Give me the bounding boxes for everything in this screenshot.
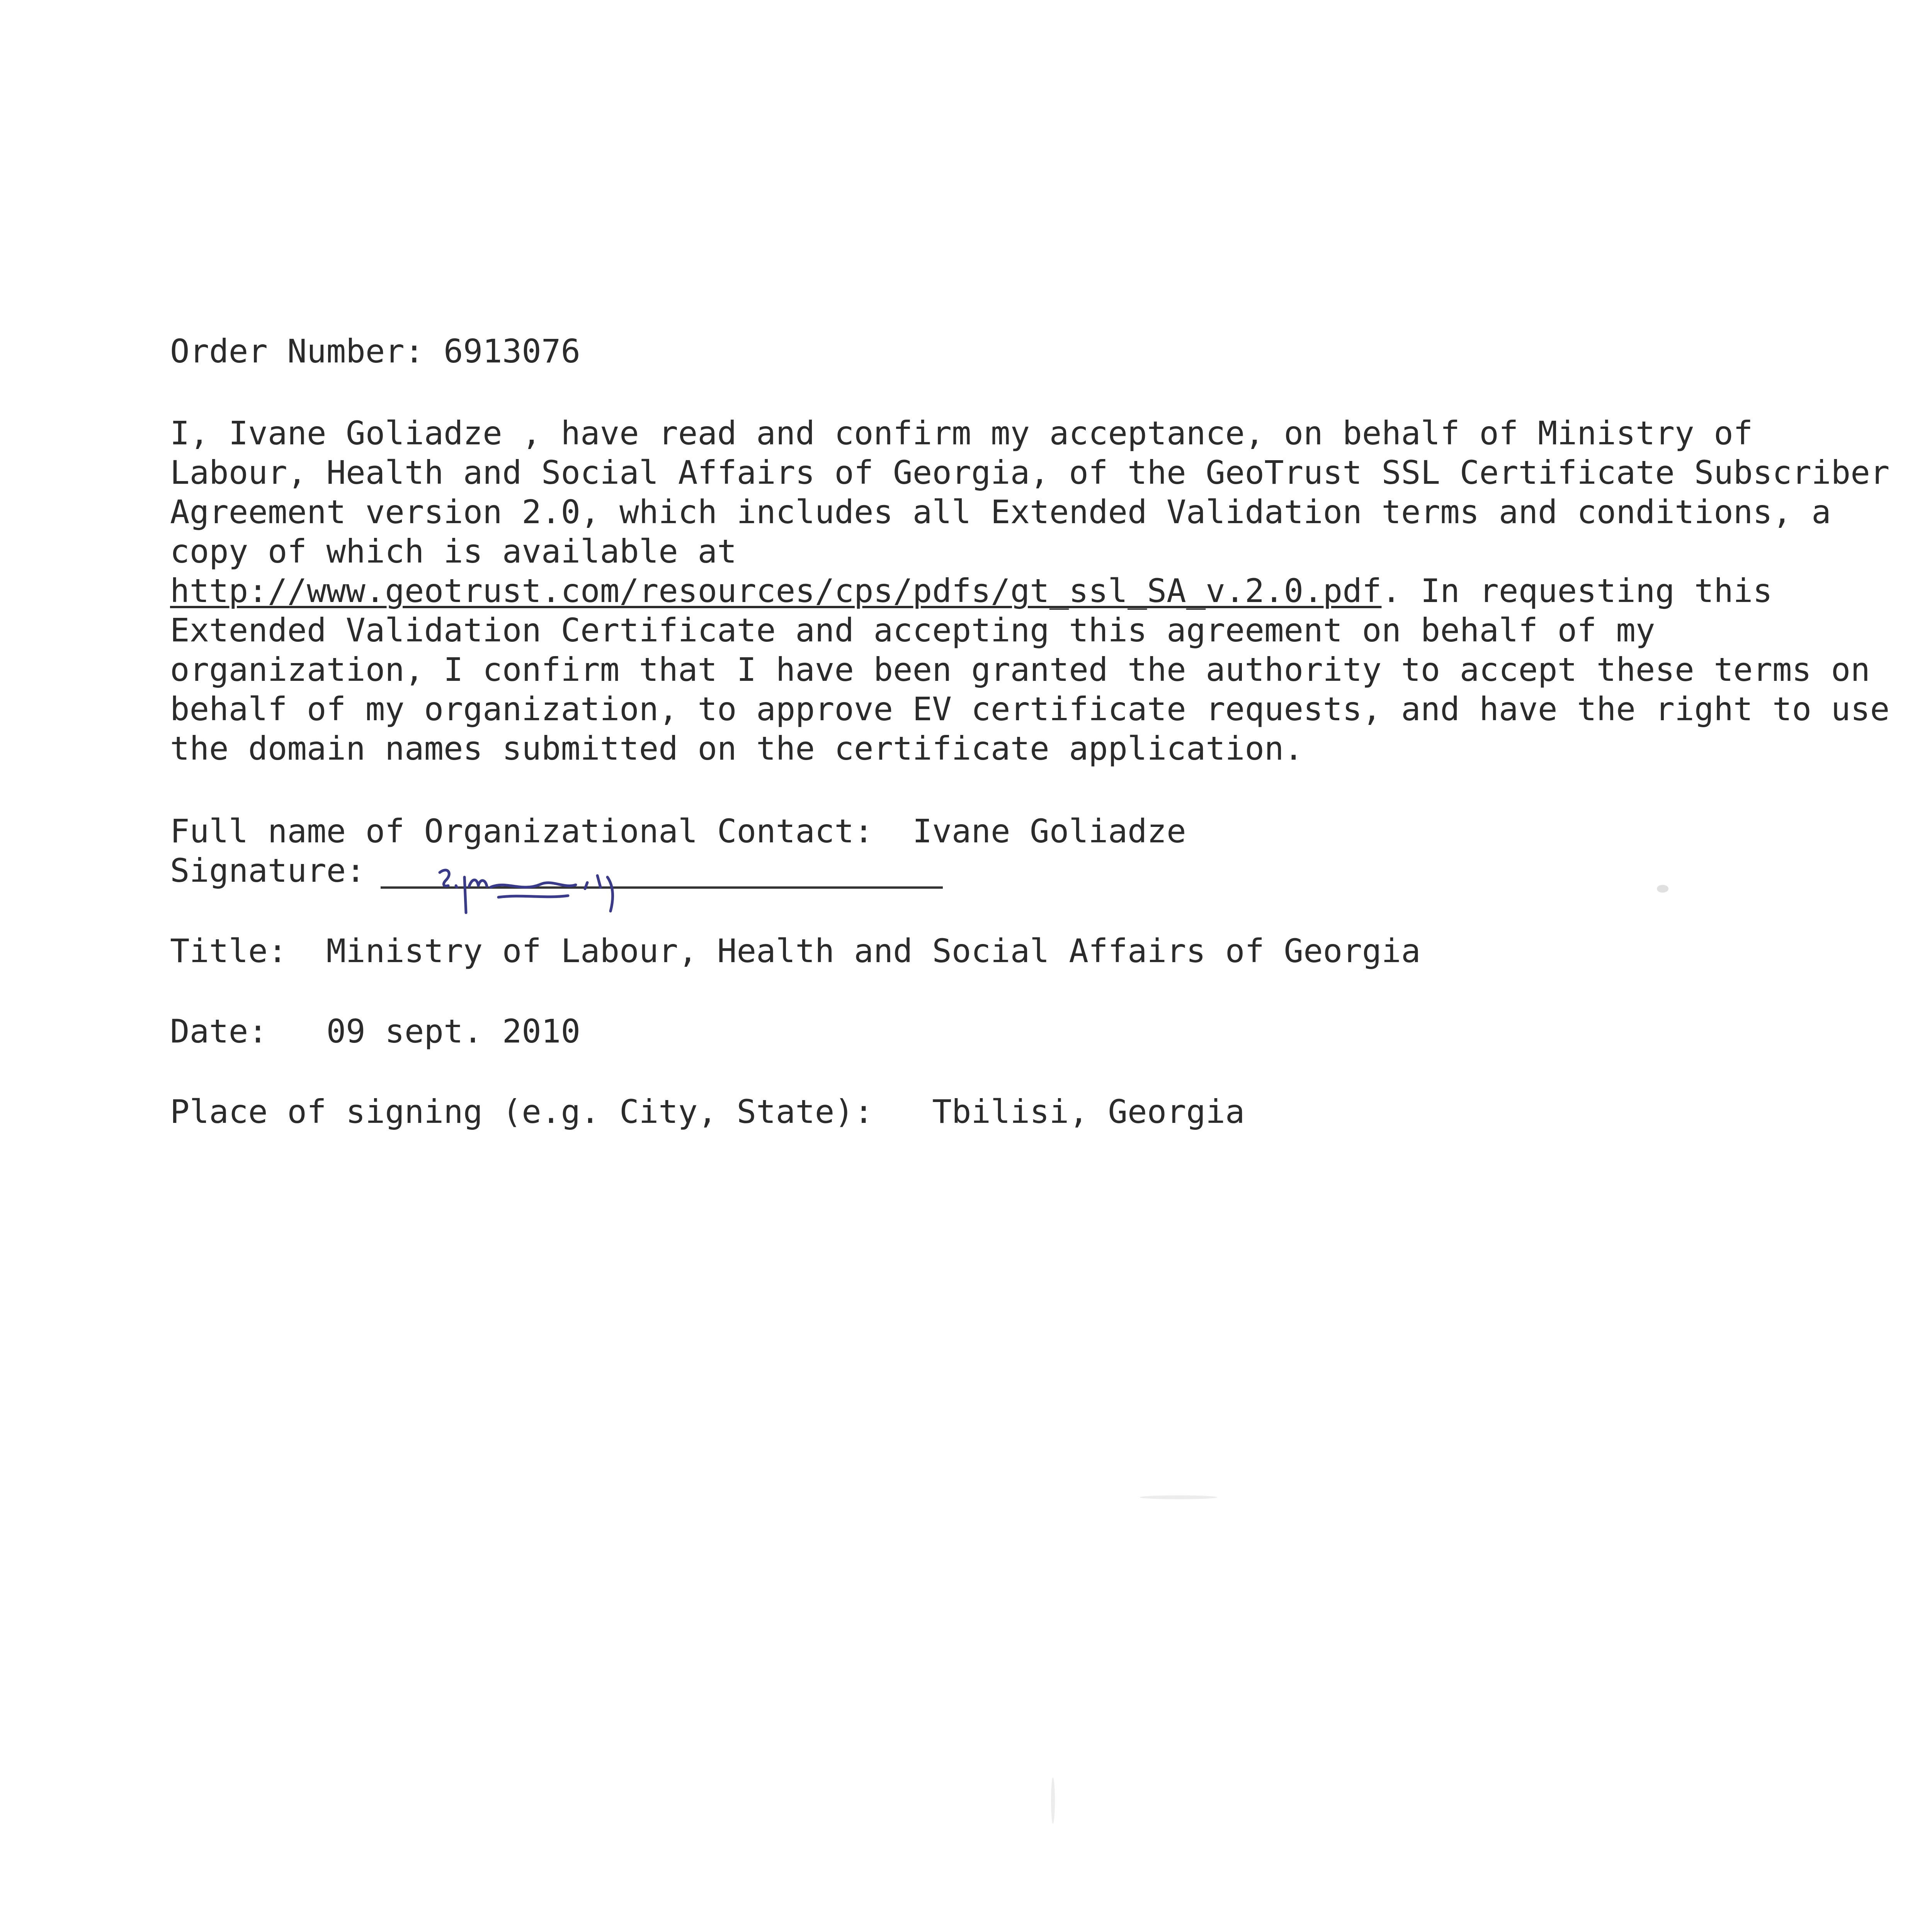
agreement-url[interactable]: http://www.geotrust.com/resources/cps/pdfs/gt_ssl_SA_v.2.0.pdf bbox=[170, 572, 1382, 610]
scan-speck bbox=[1657, 885, 1668, 893]
paragraph-line: the domain names submitted on the certificate application. bbox=[170, 730, 1304, 767]
paragraph-line: I, Ivane Goliadze , have read and confirm my acceptance, on behalf of Ministry of bbox=[170, 414, 1753, 452]
paragraph-line-with-url bbox=[170, 571, 1772, 611]
contact-name-line: Full name of Organizational Contact: Ivane Goliadze bbox=[170, 812, 1186, 850]
order-number: Order Number: 6913076 bbox=[170, 332, 581, 370]
scan-speck bbox=[1051, 1777, 1055, 1824]
paragraph-line: Labour, Health and Social Affairs of Georgia, of the GeoTrust SSL Certificate Subscriber bbox=[170, 454, 1890, 492]
paragraph-line: Extended Validation Certificate and accepting this agreement on behalf of my bbox=[170, 611, 1655, 649]
date-line: Date: 09 sept. 2010 bbox=[170, 1012, 581, 1050]
place-line: Place of signing (e.g. City, State): Tbilisi, Georgia bbox=[170, 1093, 1245, 1131]
paragraph-line: organization, I confirm that I have been granted the authority to accept these terms on bbox=[170, 651, 1870, 689]
handwritten-signature bbox=[429, 862, 645, 916]
title-line: Title: Ministry of Labour, Health and Social Affairs of Georgia bbox=[170, 932, 1421, 970]
paragraph-line: copy of which is available at bbox=[170, 532, 737, 570]
paragraph-line: Agreement version 2.0, which includes all Extended Validation terms and conditions, a bbox=[170, 493, 1831, 531]
paragraph-line: behalf of my organization, to approve EV certificate requests, and have the right to use bbox=[170, 690, 1890, 728]
paragraph-line-rest: . In requesting this bbox=[1381, 572, 1772, 610]
scan-speck bbox=[1140, 1495, 1217, 1499]
signature-label: Signature: bbox=[170, 852, 366, 889]
